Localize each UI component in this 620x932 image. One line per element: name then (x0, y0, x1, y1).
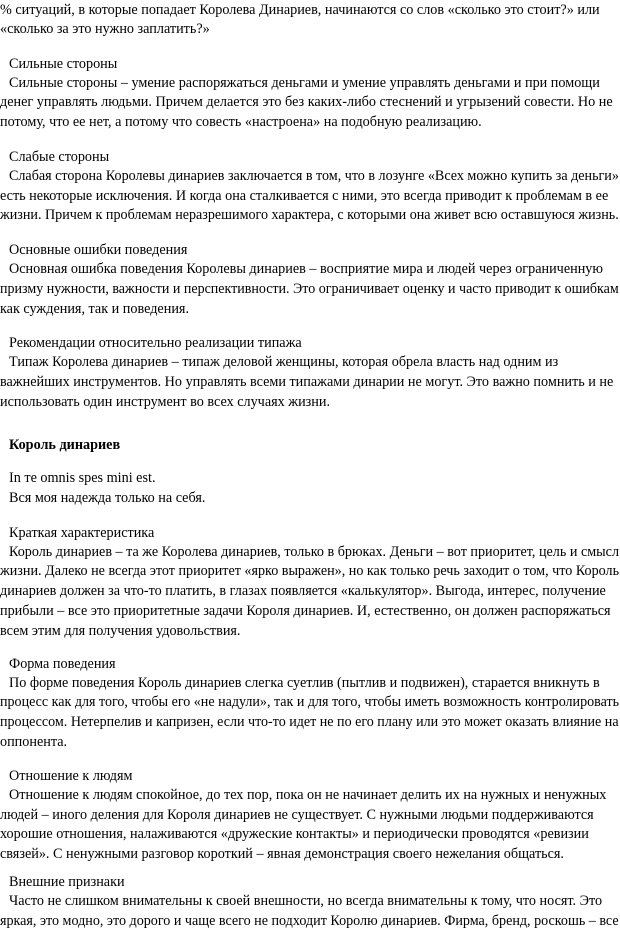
paragraph-line: всем этим для получения удовольствия. (0, 622, 241, 639)
paragraph-line: процесс как для того, чтобы его «не надули», так и для того, чтобы иметь возможность контролировать (0, 694, 620, 711)
paragraph-line: хорошие отношения, налаживаются «дружеские контакты» и периодически проводятся «ревизии (0, 826, 589, 843)
section-heading-weaknesses: Слабые стороны (9, 148, 110, 165)
section-heading-recommendations: Рекомендации относительно реализации типажа (9, 335, 302, 352)
section-heading-behavior: Форма поведения (9, 655, 116, 672)
section-heading-people: Отношение к людям (9, 767, 133, 784)
paragraph-line: Сильные стороны – умение распоряжаться деньгами и умение управлять деньгами и при помощи (9, 74, 600, 91)
intro-line: % ситуаций, в которые попадает Королева Динариев, начинаются со слов «сколько это стоит?» или (0, 2, 600, 18)
paragraph-line: Король динариев – та же Королева динариев, только в брюках. Деньги – вот приоритет, цель и смысл (9, 543, 620, 560)
paragraph-line: Слабая сторона Королевы динариев заключается в том, что в лозунге «Всех можно купить за деньги» (9, 167, 619, 184)
paragraph-line: По форме поведения Король динариев слегка суетлив (пытлив и подвижен), старается вникнуть в (9, 674, 600, 691)
paragraph-line: как суждения, так и поведения. (0, 300, 189, 317)
section-heading-mistakes: Основные ошибки поведения (9, 242, 188, 259)
motto-russian: Вся моя надежда только на себя. (9, 490, 206, 506)
paragraph-line: Отношение к людям спокойное, до тех пор, пока он не начинает делить их на нужных и ненужных (9, 786, 607, 803)
paragraph-line: прибыли – все это приоритетные задачи Короля динариев. И, естественно, он должен распоряжаться (0, 603, 611, 620)
paragraph-line: важнейших инструментов. Но управлять всеми типажами динарии не могут. Это важно помнить и не (0, 374, 614, 391)
paragraph-line: есть некоторые исключения. И когда она сталкивается с ними, это всегда приводит к проблемам в ее (0, 187, 609, 204)
section-heading-strengths: Сильные стороны (9, 55, 118, 72)
section-heading-summary: Краткая характеристика (9, 524, 155, 541)
paragraph-line: Часто не слишком внимательны к своей внешности, но всегда внимательны к тому, что носят. Это (9, 893, 603, 910)
paragraph-line: людей – иного деления для Короля динариев не существует. С нужными людьми поддерживаются (0, 806, 594, 823)
paragraph-line: процессом. Нетерпелив и капризен, если что-то идет не по его плану или это может оказать влияние на (0, 714, 619, 731)
paragraph-line: призму нужности, важности и перспективности. Это ограничивает оценку и часто приводит к ошибкам (0, 280, 619, 297)
paragraph-line: жизни. Причем к проблемам неразрешимого характера, с которыми она живет всю оставшуюся жизнь. (0, 207, 619, 224)
paragraph-line: связей». С ненужными разговор короткий – явная демонстрация своего нежелания общаться. (0, 846, 564, 863)
paragraph-line: использовать один инструмент во всех случаях жизни. (0, 393, 331, 410)
paragraph-line: яркая, это модно, это дорого и чаще всего не подходит Королю динариев. Фирма, бренд, роскошь – все (0, 913, 619, 929)
paragraph-line: жизни. Далеко не всегда этот приоритет «ярко выражен», но как только речь заходит о том, что Король (0, 563, 620, 580)
paragraph-line: потому, что ее нет, а потому что совесть «настроена» на подобную реализацию. (0, 114, 482, 131)
paragraph-line: динариев должен за что-то платить, в глазах появляется «калькулятор». Выгода, интерес, получение (0, 583, 606, 600)
paragraph-line: Типаж Королева динариев – типаж деловой женщины, которая обрела власть над одним из (9, 354, 559, 371)
motto-latin: In те omnis spes mini est. (9, 470, 156, 487)
paragraph-line: Основная ошибка поведения Королевы динариев – восприятие мира и людей через ограниченную (9, 261, 603, 278)
chapter-title: Король динариев (9, 437, 121, 454)
intro-line: «сколько за это нужно заплатить?» (0, 20, 210, 37)
paragraph-line: денег управлять людьми. Причем делается это без каких-либо стеснений и угрызений совести. Но не (0, 94, 613, 111)
section-heading-appearance: Внешние признаки (9, 874, 125, 891)
paragraph-line: оппонента. (0, 734, 68, 750)
